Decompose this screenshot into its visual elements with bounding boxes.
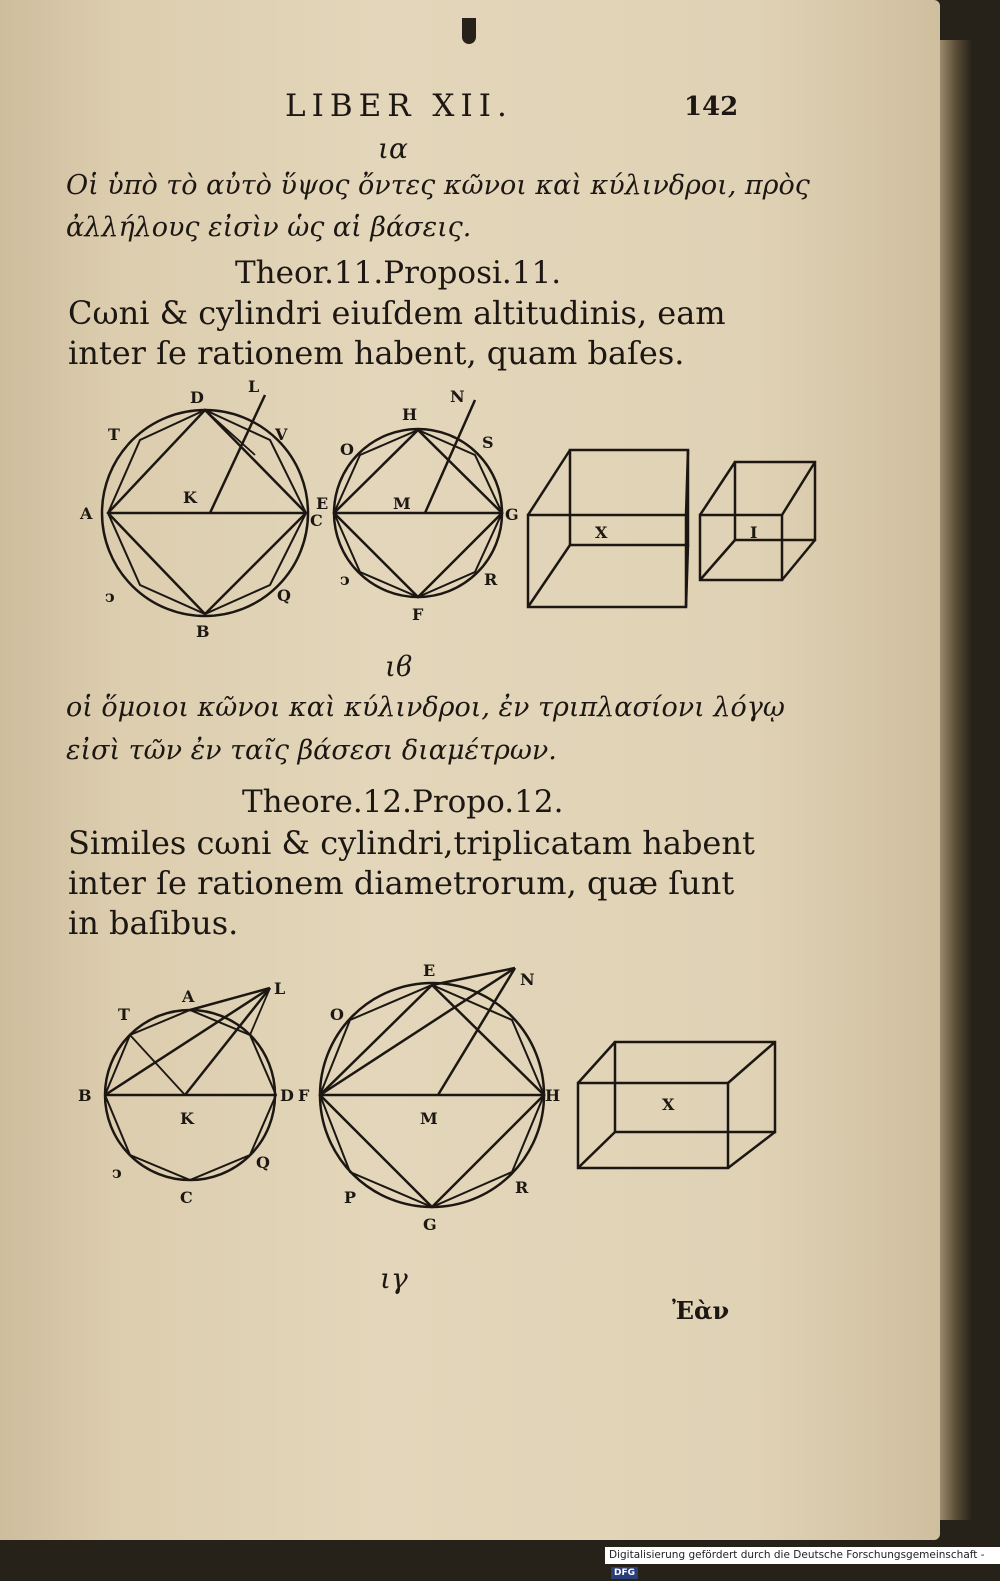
figure-label: A	[182, 987, 195, 1006]
figure-label: ↄ	[340, 570, 350, 589]
figure-label: L	[274, 979, 286, 998]
figure-label: F	[298, 1086, 310, 1105]
figure-label: N	[520, 970, 535, 989]
figure-label: F	[412, 605, 424, 624]
digitization-note: Digitalisierung gefördert durch die Deutsche Forschungsgemeinschaft -	[609, 1549, 985, 1561]
greek-text-line: οἱ ὅμοιοι κῶνοι καὶ κύλινδροι, ἐν τριπλασίονι λόγῳ	[66, 692, 785, 723]
greek-text-line: ἀλλήλους εἰσὶν ὡς αἱ βάσεις.	[66, 212, 472, 243]
proposition-heading-11: Theor.11.Proposi.11.	[235, 255, 562, 291]
figure-label: ↄ	[105, 587, 115, 606]
greek-text-line: εἰσὶ τῶν ἐν ταῖς βάσεσι διαμέτρων.	[66, 735, 557, 766]
figure-label: C	[180, 1188, 193, 1207]
figure-label: ↄ	[112, 1163, 122, 1182]
figure-label: X	[662, 1095, 675, 1114]
figure-label: D	[190, 388, 204, 407]
figure-label: R	[484, 570, 498, 589]
figure-label: B	[196, 622, 210, 641]
figure-label: K	[180, 1109, 194, 1128]
greek-text-line: Οἱ ὑπὸ τὸ αὐτὸ ὕψος ὄντες κῶνοι καὶ κύλινδροι, πρὸς	[66, 170, 810, 201]
figure-label: X	[595, 523, 608, 542]
latin-text-line: Cωni & cylindri eiuſdem altitudinis, eam	[68, 294, 726, 332]
figure-label: E	[423, 961, 436, 980]
figure-label: T	[108, 425, 120, 444]
page-number: 142	[684, 92, 739, 122]
greek-proposition-number-13: ιγ	[380, 1262, 408, 1295]
figure-label: C	[310, 511, 323, 530]
figure-label: B	[78, 1086, 92, 1105]
prism-x-2	[578, 1042, 775, 1168]
figure-label: V	[275, 425, 288, 444]
figure-label: O	[340, 440, 354, 459]
figure-label: G	[423, 1215, 437, 1234]
proposition-heading-12: Theore.12.Propo.12.	[242, 784, 564, 820]
axis-right-2	[438, 968, 515, 1095]
figure-label: D	[280, 1086, 294, 1105]
figure-label: I	[750, 523, 758, 542]
greek-proposition-number-11: ια	[378, 132, 408, 165]
figure-label: R	[515, 1178, 529, 1197]
figure-label: S	[482, 433, 494, 452]
figure-label: A	[80, 504, 93, 523]
figure-label: O	[330, 1005, 344, 1024]
figure-label: H	[402, 405, 418, 424]
figure-label: M	[393, 494, 411, 513]
digitization-credit	[605, 1547, 1000, 1578]
figure-label: G	[505, 505, 519, 524]
figure-label: H	[545, 1086, 561, 1105]
figure-label: Q	[277, 586, 291, 605]
figure-label: E	[316, 494, 329, 513]
running-head: LIBER XII.	[285, 88, 513, 124]
latin-text-line: in baſibus.	[68, 904, 239, 942]
latin-text-line: inter ſe rationem diametrorum, quæ ſunt	[68, 864, 735, 902]
figure-label: M	[420, 1109, 438, 1128]
figure-label: T	[118, 1005, 130, 1024]
figure-label: K	[183, 488, 197, 507]
greek-proposition-number-12: ιϐ	[385, 650, 413, 683]
figure-label: P	[344, 1188, 357, 1207]
dfg-logo: DFG	[611, 1567, 638, 1579]
figure-label: L	[248, 377, 260, 396]
figure-label: Q	[256, 1153, 270, 1172]
latin-text-line: Similes cωni & cylindri,triplicatam habent	[68, 824, 755, 862]
latin-text-line: inter ſe rationem habent, quam baſes.	[68, 334, 685, 372]
figure-label: N	[450, 387, 465, 406]
catchword: Ἐὰν	[672, 1296, 730, 1325]
